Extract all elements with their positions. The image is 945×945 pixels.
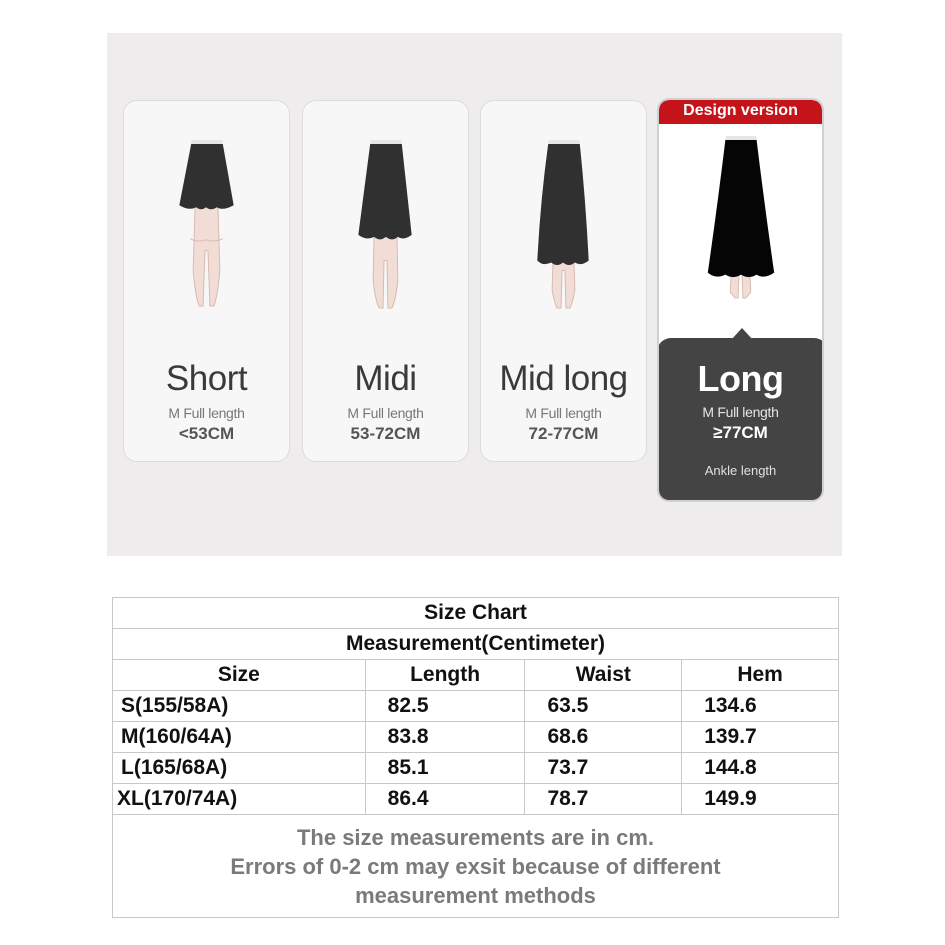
size-cell: XL(170/74A) [113, 784, 366, 815]
featured-pointer [731, 328, 753, 340]
size-chart-subtitle: Measurement(Centimeter) [113, 629, 839, 660]
header-length: Length [365, 660, 525, 691]
style-name: Midi [354, 359, 417, 398]
style-card-mid-long [480, 100, 647, 462]
hem-cell: 144.8 [682, 753, 839, 784]
hem-cell: 139.7 [682, 722, 839, 753]
header-hem: Hem [682, 660, 839, 691]
style-length-label: M Full length [347, 405, 424, 421]
style-length-label: M Full length [702, 404, 779, 420]
waist-cell: 63.5 [525, 691, 682, 722]
note-line-2: Errors of 0-2 cm may exsit because of different measurement methods [230, 853, 721, 908]
length-cell: 82.5 [365, 691, 525, 722]
measurement-note [113, 815, 839, 918]
style-length-label: M Full length [168, 405, 245, 421]
style-length-value: <53CM [178, 424, 235, 443]
style-card-midi [302, 100, 469, 462]
waist-cell: 68.6 [525, 722, 682, 753]
table-row [113, 753, 839, 784]
style-name: Mid long [499, 359, 628, 398]
size-cell: S(155/58A) [113, 691, 366, 722]
table-row [113, 722, 839, 753]
header-waist: Waist [525, 660, 682, 691]
midi-skirt-illustration [303, 131, 468, 321]
hem-cell: 134.6 [682, 691, 839, 722]
style-card-short [123, 100, 290, 462]
size-chart-title: Size Chart [113, 598, 839, 629]
design-version-badge: Design version [659, 100, 822, 124]
length-cell: 85.1 [365, 753, 525, 784]
mid-long-skirt-illustration [481, 131, 646, 321]
size-cell: M(160/64A) [113, 722, 366, 753]
size-chart-table [112, 597, 839, 918]
style-length-value: 53-72CM [350, 424, 421, 443]
length-cell: 83.8 [365, 722, 525, 753]
size-cell: L(165/68A) [113, 753, 366, 784]
waist-cell: 73.7 [525, 753, 682, 784]
waist-cell: 78.7 [525, 784, 682, 815]
header-size: Size [113, 660, 366, 691]
style-length-value: ≥77CM [713, 423, 768, 442]
style-note: Ankle length [704, 463, 777, 478]
note-line-1: The size measurements are in cm. [296, 824, 655, 850]
hem-cell: 149.9 [682, 784, 839, 815]
length-cell: 86.4 [365, 784, 525, 815]
long-skirt-illustration [659, 124, 822, 314]
skirt-length-panel [107, 33, 842, 556]
table-header-row [113, 660, 839, 691]
style-length-value: 72-77CM [528, 424, 599, 443]
table-row [113, 691, 839, 722]
style-name: Short [165, 359, 248, 398]
style-length-label: M Full length [525, 405, 602, 421]
short-skirt-illustration [124, 131, 289, 321]
style-name: Long [697, 358, 784, 399]
table-row [113, 784, 839, 815]
style-card-long [657, 98, 824, 502]
